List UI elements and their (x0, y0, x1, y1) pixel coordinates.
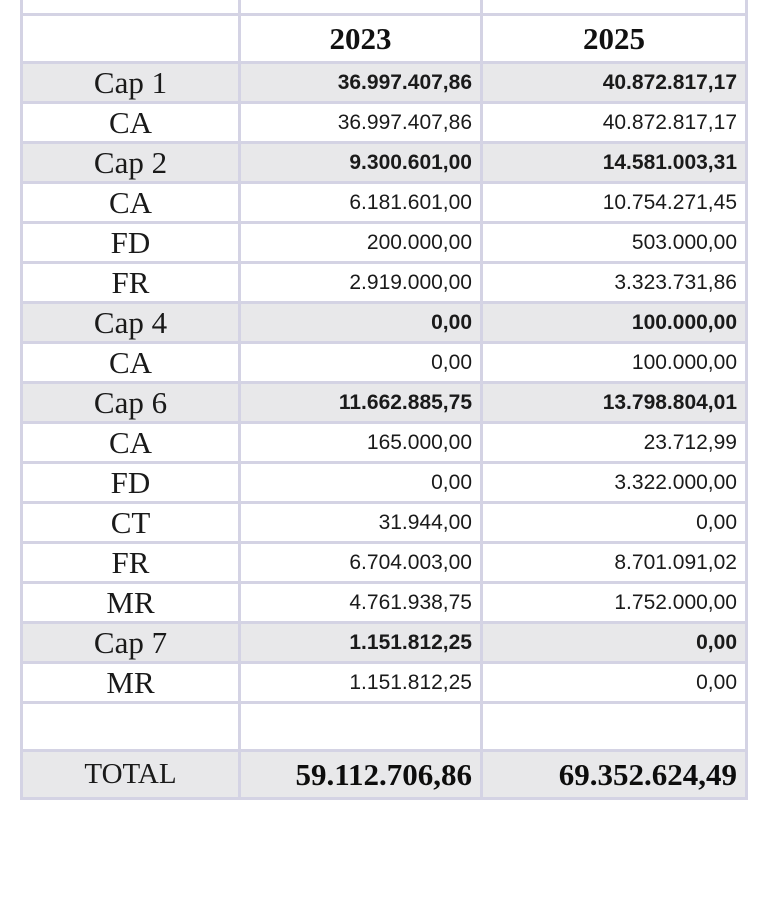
value-2025: 23.712,99 (482, 423, 747, 463)
value-2023: 0,00 (240, 463, 482, 503)
total-label: TOTAL (22, 751, 240, 799)
value-2025: 1.752.000,00 (482, 583, 747, 623)
total-2025: 69.352.624,49 (482, 751, 747, 799)
year-header-row (22, 15, 747, 63)
table-row (22, 543, 747, 583)
value-2023: 2.919.000,00 (240, 263, 482, 303)
value-2023: 200.000,00 (240, 223, 482, 263)
row-label: MR (22, 583, 240, 623)
header-year-2023: 2023 (240, 15, 482, 63)
row-label: MR (22, 663, 240, 703)
row-label: CT (22, 503, 240, 543)
value-2023: 11.662.885,75 (240, 383, 482, 423)
header-year-2025: 2025 (482, 15, 747, 63)
budget-table-container (20, 0, 745, 800)
chapter-row (22, 143, 747, 183)
row-label: CA (22, 423, 240, 463)
blank-row (22, 703, 747, 751)
value-2023: 165.000,00 (240, 423, 482, 463)
chapter-label: Cap 7 (22, 623, 240, 663)
row-label: CA (22, 103, 240, 143)
blank-cell (240, 703, 482, 751)
table-row (22, 343, 747, 383)
stub-cell (482, 0, 747, 15)
chapter-row (22, 383, 747, 423)
chapter-row (22, 63, 747, 103)
table-row (22, 263, 747, 303)
total-row (22, 751, 747, 799)
value-2023: 36.997.407,86 (240, 63, 482, 103)
blank-cell (482, 703, 747, 751)
table-row (22, 583, 747, 623)
row-label: FR (22, 543, 240, 583)
value-2023: 36.997.407,86 (240, 103, 482, 143)
chapter-label: Cap 2 (22, 143, 240, 183)
value-2025: 3.322.000,00 (482, 463, 747, 503)
value-2023: 31.944,00 (240, 503, 482, 543)
row-label: CA (22, 183, 240, 223)
value-2025: 503.000,00 (482, 223, 747, 263)
row-label: FD (22, 463, 240, 503)
value-2025: 0,00 (482, 623, 747, 663)
chapter-row (22, 623, 747, 663)
value-2025: 100.000,00 (482, 303, 747, 343)
value-2025: 13.798.804,01 (482, 383, 747, 423)
table-row (22, 503, 747, 543)
table-body (22, 63, 747, 703)
row-label: FD (22, 223, 240, 263)
table-top-stub-row (22, 0, 747, 15)
table-row (22, 663, 747, 703)
value-2025: 40.872.817,17 (482, 103, 747, 143)
chapter-row (22, 303, 747, 343)
chapter-label: Cap 4 (22, 303, 240, 343)
value-2023: 0,00 (240, 303, 482, 343)
value-2023: 6.181.601,00 (240, 183, 482, 223)
total-2023: 59.112.706,86 (240, 751, 482, 799)
value-2025: 0,00 (482, 503, 747, 543)
value-2025: 8.701.091,02 (482, 543, 747, 583)
table-row (22, 183, 747, 223)
value-2023: 4.761.938,75 (240, 583, 482, 623)
value-2025: 100.000,00 (482, 343, 747, 383)
value-2025: 40.872.817,17 (482, 63, 747, 103)
chapter-label: Cap 6 (22, 383, 240, 423)
blank-cell (22, 703, 240, 751)
value-2023: 0,00 (240, 343, 482, 383)
value-2023: 1.151.812,25 (240, 623, 482, 663)
value-2025: 14.581.003,31 (482, 143, 747, 183)
table-row (22, 103, 747, 143)
stub-cell (240, 0, 482, 15)
value-2023: 6.704.003,00 (240, 543, 482, 583)
value-2025: 3.323.731,86 (482, 263, 747, 303)
budget-table (20, 0, 748, 800)
row-label: FR (22, 263, 240, 303)
table-row (22, 223, 747, 263)
value-2025: 10.754.271,45 (482, 183, 747, 223)
row-label: CA (22, 343, 240, 383)
value-2023: 9.300.601,00 (240, 143, 482, 183)
value-2023: 1.151.812,25 (240, 663, 482, 703)
stub-cell (22, 0, 240, 15)
header-label-cell (22, 15, 240, 63)
value-2025: 0,00 (482, 663, 747, 703)
table-row (22, 423, 747, 463)
table-row (22, 463, 747, 503)
chapter-label: Cap 1 (22, 63, 240, 103)
